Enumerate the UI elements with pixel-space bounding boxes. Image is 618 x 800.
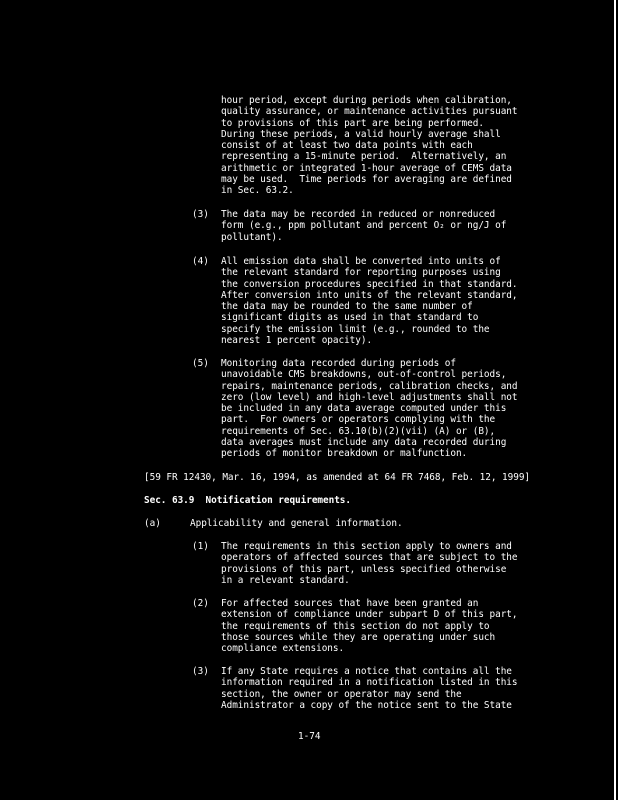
text-line: The data may be recorded in reduced or nonreduced xyxy=(221,209,496,220)
text-line: representing a 15-minute period. Alternatively, an xyxy=(221,151,507,163)
text-line: the data may be rounded to the same number of xyxy=(221,301,473,313)
text-line: consist of at least two data points with each xyxy=(221,140,473,152)
text-line: in a relevant standard. xyxy=(221,574,350,586)
intro-paragraph xyxy=(221,95,518,197)
text-line: Monitoring data recorded during periods of xyxy=(221,358,456,369)
item-paragraph xyxy=(221,358,518,460)
item-number: (2) xyxy=(192,598,209,609)
item-number: (3) xyxy=(192,666,209,677)
text-line: requirements of Sec. 63.10(b)(2)(vii) (A) or (B), xyxy=(221,425,496,437)
text-line: The requirements in this section apply to owners and xyxy=(221,541,512,552)
text-line: All emission data shall be converted into units of xyxy=(221,256,501,267)
text-line: provisions of this part, unless specified otherwise xyxy=(221,563,507,575)
text-line: operators of affected sources that are subject to the xyxy=(221,552,518,564)
section-heading xyxy=(144,495,351,506)
text-line: the relevant standard for reporting purposes using xyxy=(221,267,501,279)
text-line: the conversion procedures specified in that standard. xyxy=(221,278,518,290)
text-line: data averages must include any data recorded during xyxy=(221,437,507,449)
text-line: in Sec. 63.2. xyxy=(221,185,294,197)
text-line: extension of compliance under subpart D of this part, xyxy=(221,609,518,621)
citation-text: [59 FR 12430, Mar. 16, 1994, as amended at 64 FR 7468, Feb. 12, 1999] xyxy=(144,472,531,483)
text-line: compliance extensions. xyxy=(221,643,345,655)
text-line: specify the emission limit (e.g., rounded to the xyxy=(221,323,490,335)
text-line: nearest 1 percent opacity). xyxy=(221,335,373,347)
text-line: information required in a notification listed in this xyxy=(221,677,518,689)
text-line: to provisions of this part are being performed. xyxy=(221,117,484,129)
text-line: form (e.g., ppm pollutant and percent O₂ or ng/J of xyxy=(221,220,507,232)
text-line: section, the owner or operator may send the xyxy=(221,688,462,700)
text-line: hour period, except during periods when calibration, xyxy=(221,95,512,106)
text-line: For affected sources that have been granted an xyxy=(221,598,479,609)
text-line: After conversion into units of the relevant standard, xyxy=(221,289,518,301)
subsection-number: (a) xyxy=(144,518,161,529)
text-line: During these periods, a valid hourly average shall xyxy=(221,128,501,140)
text-line: part. For owners or operators complying with the xyxy=(221,414,496,426)
text-line: If any State requires a notice that contains all the xyxy=(221,666,512,677)
item-paragraph xyxy=(221,598,518,654)
item-paragraph xyxy=(221,209,506,243)
text-line: significant digits as used in that standard to xyxy=(221,312,479,324)
section-heading-text: Sec. 63.9 Notification requirements. xyxy=(144,495,351,506)
text-line: unavoidable CMS breakdowns, out-of-control periods, xyxy=(221,369,507,381)
page-number: 1-74 xyxy=(298,731,321,742)
text-line: the requirements of this section do not apply to xyxy=(221,620,490,632)
text-line: zero (low level) and high-level adjustments shall not xyxy=(221,391,518,403)
item-number: (3) xyxy=(192,209,209,220)
item-paragraph xyxy=(221,256,518,346)
item-number: (4) xyxy=(192,256,209,267)
citation xyxy=(144,472,530,483)
item-number: (1) xyxy=(192,541,209,552)
text-line: arithmetic or integrated 1-hour average of CEMS data xyxy=(221,162,512,174)
subsection-title-text: Applicability and general information. xyxy=(190,518,403,529)
text-line: periods of monitor breakdown or malfunction. xyxy=(221,448,468,460)
text-line: be included in any data average computed under this xyxy=(221,403,507,415)
subsection-title xyxy=(190,518,403,529)
text-line: quality assurance, or maintenance activities pursuant xyxy=(221,106,518,118)
item-paragraph xyxy=(221,666,518,711)
text-line: repairs, maintenance periods, calibration checks, and xyxy=(221,380,518,392)
text-line: those sources while they are operating under such xyxy=(221,631,496,643)
text-line: may be used. Time periods for averaging are defined xyxy=(221,174,512,186)
text-line: pollutant). xyxy=(221,231,283,243)
scan-edge-line xyxy=(614,0,616,800)
item-paragraph xyxy=(221,541,518,586)
text-line: Administrator a copy of the notice sent to the State xyxy=(221,699,512,711)
item-number: (5) xyxy=(192,358,209,369)
